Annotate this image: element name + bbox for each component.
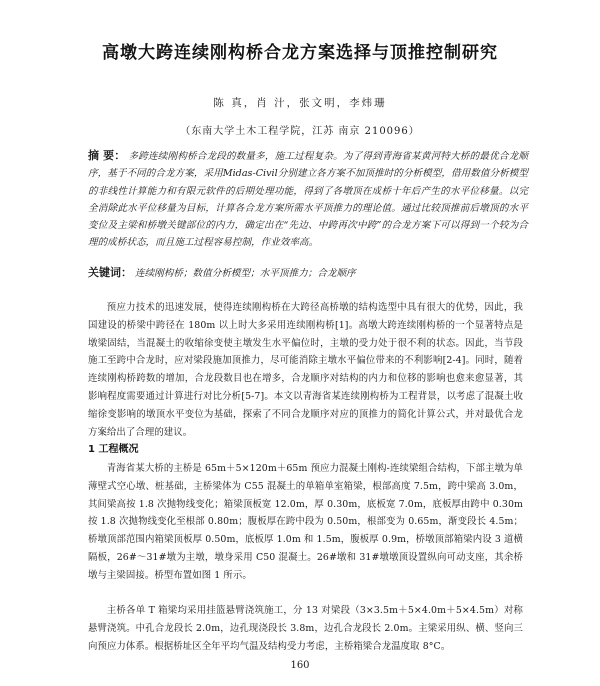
keywords-block <box>88 264 528 280</box>
page-number: 160 <box>290 660 310 671</box>
keywords-label: 关键词： <box>88 266 132 279</box>
abstract-label: 摘 要： <box>88 149 126 162</box>
intro-paragraph: 预应力技术的迅速发展，使得连续刚构桥在大跨径高桥墩的结构选型中具有很大的优势，因此，我国建设的桥梁中跨径在 180m 以上时大多采用连续刚构桥[1]。高墩大跨连续刚构桥的一个显著特点是墩梁固结，当混凝土的收缩徐变使主墩发生水平偏位时，主墩的受力处于很不利的状态。因此，当节段施工至跨中合龙时，应对梁段施加顶推力，尽可能消除主墩水平偏位带来的不利影响[2-4]。同时，随着连续刚构桥跨数的增加，合龙段数目也在增多，合龙顺序对结构的内力和位移的影响也愈来愈显著，其影响程度需要通过计算进行对比分析[5-7]。本文以青海省某连续刚构桥为工程背景，以考虑了混凝土收缩徐变影响的墩顶水平变位为基础，探索了不同合龙顺序对应的顶推力的简化计算公式，并对最优合龙方案给出了合理的建议。 <box>88 302 523 438</box>
abstract-block <box>88 147 528 252</box>
abstract-text: 多跨连续刚构桥合龙段的数量多，施工过程复杂。为了得到青海省某黄河特大桥的最优合龙顺序，基于不同的合龙方案，采用Midas-Civil分别建立各方案不加顶推时的分析模型，借用数值分析模型的非线性计算能力和有限元软件的后期处理功能，得到了各墩顶在成桥十年后产生的水平位移量。以完全消除此水平位移量为目标，计算各合龙方案所需水平顶推力的理论值。通过比较顶推前后墩顶的水平变位及主梁和桥墩关键部位的内力，确定出在“先边、中跨再次中跨”的合龙方案下可以得到一个较为合理的成桥状态，而且施工过程容易控制，作业效率高。 <box>88 151 528 249</box>
paper-title: 高墩大跨连续刚构桥合龙方案选择与顶推控制研究 <box>102 43 498 63</box>
construction-paragraph: 主桥各单 T 箱梁均采用挂篮悬臂浇筑施工，分 13 对梁段（3×3.5m＋5×4.0m＋5×4.5m）对称悬臂浇筑。中孔合龙段长 2.0m，边孔现浇段长 3.8m，边孔合龙段长 2.0m。主梁采用纵、横、竖向三向预应力体系。根据桥址区全年平均气温及结构受力考虑，主桥箱梁合龙温度取 8°C。 <box>88 605 523 652</box>
author-list: 陈 真，肖 汁，张文明，李炜珊 <box>213 97 387 109</box>
keywords-text: 连续刚构桥；数值分析模型；水平顶推力；合龙顺序 <box>135 268 356 279</box>
overview-paragraph: 青海省某大桥的主桥是 65m＋5×120m＋65m 预应力混凝土刚构-连续梁组合结构，下部主墩为单薄壁式空心墩、桩基础，主桥梁体为 C55 混凝土的单箱单室箱梁，根部高度 7.5m，跨中梁高 3.0m，其间梁高按 1.8 次抛物线变化；箱梁顶板宽 12.0m，厚 0.30m，底板宽 7.0m，底板厚由跨中 0.30m 按 1.8 次抛物线变化至根部 0.80m；腹板厚在跨中段为 0.50m，根部变为 0.65m，渐变段长 4.5m；桥墩顶部范围内箱梁顶板厚 0.50m，底板厚 1.0m 和 1.5m，腹板厚 0.9m，桥墩顶部箱梁内设 3 道横隔板，26#～31#墩为主墩，墩身采用 C50 混凝土。26#墩和 31#墩墩顶设置纵向可动支座，其余桥墩与主梁固接。桥型布置如图 1 所示。 <box>88 463 523 581</box>
affiliation: （东南大学土木工程学院，江苏 南京 210096） <box>180 126 420 137</box>
section-heading: 1 工程概况 <box>88 444 139 455</box>
